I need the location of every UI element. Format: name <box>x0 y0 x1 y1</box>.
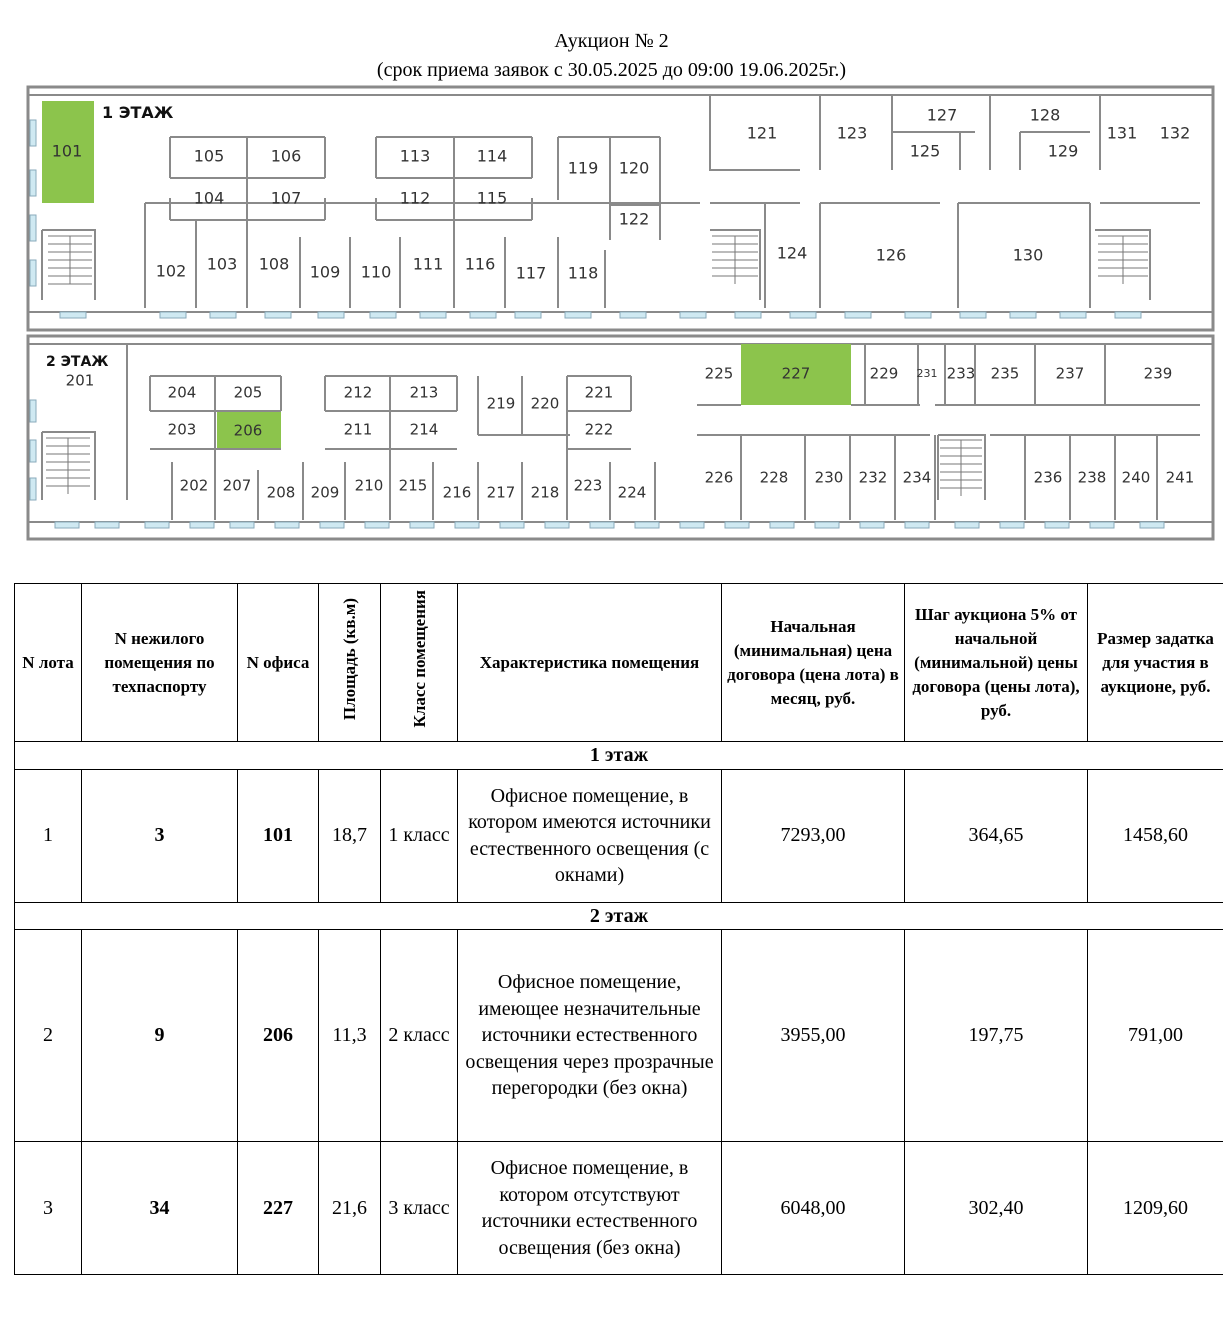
svg-text:126: 126 <box>875 245 907 265</box>
svg-text:223: 223 <box>573 476 603 495</box>
svg-text:212: 212 <box>343 383 373 402</box>
cell-office: 206 <box>238 930 319 1142</box>
svg-text:222: 222 <box>584 420 614 439</box>
table-header-row <box>15 584 1223 742</box>
svg-text:210: 210 <box>354 476 384 495</box>
svg-text:220: 220 <box>530 394 560 413</box>
cell-price: 7293,00 <box>722 769 905 902</box>
svg-text:226: 226 <box>704 468 734 487</box>
cell-area: 18,7 <box>319 769 381 902</box>
svg-text:128: 128 <box>1029 105 1061 125</box>
svg-text:217: 217 <box>486 483 516 502</box>
svg-text:232: 232 <box>858 468 888 487</box>
svg-text:238: 238 <box>1077 468 1107 487</box>
svg-text:116: 116 <box>464 254 496 274</box>
auction-title: Аукцион № 2 <box>554 30 669 52</box>
svg-text:233: 233 <box>946 364 976 383</box>
svg-text:123: 123 <box>836 123 868 143</box>
svg-text:235: 235 <box>990 364 1020 383</box>
svg-text:213: 213 <box>409 383 439 402</box>
svg-text:219: 219 <box>486 394 516 413</box>
cell-deposit: 1458,60 <box>1088 769 1223 902</box>
cell-description: Офисное помещение, имеющее незначительные источники естественного освещения через прозрачные перегородки (без окна) <box>458 930 722 1142</box>
svg-text:102: 102 <box>155 261 187 281</box>
svg-text:117: 117 <box>515 263 547 283</box>
svg-text:101: 101 <box>51 141 83 161</box>
floor-1-plan <box>28 87 1213 330</box>
svg-text:201: 201 <box>65 371 95 390</box>
header-lot: N лота <box>15 584 82 742</box>
svg-text:112: 112 <box>399 188 431 208</box>
svg-text:237: 237 <box>1055 364 1085 383</box>
cell-class: 2 класс <box>381 930 458 1142</box>
cell-step: 197,75 <box>905 930 1088 1142</box>
svg-text:124: 124 <box>776 243 808 263</box>
cell-price: 6048,00 <box>722 1142 905 1275</box>
cell-description: Офисное помещение, в котором имеются источники естественного освещения (с окнами) <box>458 769 722 902</box>
cell-deposit: 791,00 <box>1088 930 1223 1142</box>
svg-text:104: 104 <box>193 188 225 208</box>
svg-text:111: 111 <box>412 254 444 274</box>
cell-office: 101 <box>238 769 319 902</box>
floor-plan <box>0 0 1223 560</box>
header-premises: N нежилого помещения по техпаспорту <box>82 584 238 742</box>
cell-description: Офисное помещение, в котором отсутствуют источники естественного освещения (без окна) <box>458 1142 722 1275</box>
cell-step: 302,40 <box>905 1142 1088 1275</box>
cell-premises: 34 <box>82 1142 238 1275</box>
svg-text:224: 224 <box>617 483 647 502</box>
auction-deadline: (срок приема заявок с 30.05.2025 до 09:00 19.06.2025г.) <box>376 59 847 81</box>
svg-text:105: 105 <box>193 146 225 166</box>
svg-text:115: 115 <box>476 188 508 208</box>
cell-lot: 1 <box>15 769 82 902</box>
cell-class: 3 класс <box>381 1142 458 1275</box>
svg-text:234: 234 <box>902 468 932 487</box>
svg-text:218: 218 <box>530 483 560 502</box>
svg-text:209: 209 <box>310 483 340 502</box>
header-area: Площадь (кв.м) <box>319 584 381 742</box>
cell-price: 3955,00 <box>722 930 905 1142</box>
svg-text:221: 221 <box>584 383 614 402</box>
svg-text:106: 106 <box>270 146 302 166</box>
svg-text:205: 205 <box>233 383 263 402</box>
svg-text:107: 107 <box>270 188 302 208</box>
svg-text:230: 230 <box>814 468 844 487</box>
table-row <box>15 1142 1223 1275</box>
header-description: Характеристика помещения <box>458 584 722 742</box>
svg-text:103: 103 <box>206 254 238 274</box>
lots-table <box>14 583 1223 1275</box>
svg-text:227: 227 <box>781 364 811 383</box>
floor-2-plan <box>28 336 1213 539</box>
section-row-floor-1 <box>15 742 1223 770</box>
svg-text:110: 110 <box>360 262 392 282</box>
svg-text:206: 206 <box>233 421 263 440</box>
cell-deposit: 1209,60 <box>1088 1142 1223 1275</box>
svg-text:231: 231 <box>916 367 938 380</box>
svg-text:216: 216 <box>442 483 472 502</box>
svg-text:239: 239 <box>1143 364 1173 383</box>
svg-text:211: 211 <box>343 420 373 439</box>
cell-area: 11,3 <box>319 930 381 1142</box>
svg-text:229: 229 <box>869 364 899 383</box>
cell-class: 1 класс <box>381 769 458 902</box>
header-price: Начальная (минимальная) цена договора (цена лота) в месяц, руб. <box>722 584 905 742</box>
cell-premises: 3 <box>82 769 238 902</box>
table-row <box>15 930 1223 1142</box>
svg-text:240: 240 <box>1121 468 1151 487</box>
svg-text:109: 109 <box>309 262 341 282</box>
header-step: Шаг аукциона 5% от начальной (минимальной) цены договора (цены лота), руб. <box>905 584 1088 742</box>
svg-text:203: 203 <box>167 420 197 439</box>
svg-text:113: 113 <box>399 146 431 166</box>
svg-text:225: 225 <box>704 364 734 383</box>
cell-lot: 2 <box>15 930 82 1142</box>
cell-step: 364,65 <box>905 769 1088 902</box>
header-class: Класс помещения <box>381 584 458 742</box>
floor-1-label: 1 ЭТАЖ <box>102 103 174 122</box>
svg-text:207: 207 <box>222 476 252 495</box>
table-row <box>15 769 1223 902</box>
cell-office: 227 <box>238 1142 319 1275</box>
svg-text:121: 121 <box>746 123 778 143</box>
svg-text:215: 215 <box>398 476 428 495</box>
svg-text:228: 228 <box>759 468 789 487</box>
section-row-floor-2 <box>15 902 1223 930</box>
cell-lot: 3 <box>15 1142 82 1275</box>
svg-text:241: 241 <box>1165 468 1195 487</box>
svg-text:131: 131 <box>1106 123 1138 143</box>
cell-area: 21,6 <box>319 1142 381 1275</box>
svg-text:114: 114 <box>476 146 508 166</box>
section-label: 1 этаж <box>15 742 1223 770</box>
svg-text:119: 119 <box>567 158 599 178</box>
header-office: N офиса <box>238 584 319 742</box>
svg-text:236: 236 <box>1033 468 1063 487</box>
svg-text:129: 129 <box>1047 141 1079 161</box>
floor-2-label: 2 ЭТАЖ <box>46 354 109 370</box>
svg-text:214: 214 <box>409 420 439 439</box>
svg-text:127: 127 <box>926 105 958 125</box>
svg-text:204: 204 <box>167 383 197 402</box>
svg-text:120: 120 <box>618 158 650 178</box>
svg-text:130: 130 <box>1012 245 1044 265</box>
svg-text:208: 208 <box>266 483 296 502</box>
svg-text:202: 202 <box>179 476 209 495</box>
svg-text:132: 132 <box>1159 123 1191 143</box>
section-label: 2 этаж <box>15 902 1223 930</box>
svg-text:122: 122 <box>618 209 650 229</box>
header-deposit: Размер задатка для участия в аукционе, руб. <box>1088 584 1223 742</box>
svg-text:118: 118 <box>567 263 599 283</box>
cell-premises: 9 <box>82 930 238 1142</box>
svg-text:108: 108 <box>258 254 290 274</box>
svg-text:125: 125 <box>909 141 941 161</box>
